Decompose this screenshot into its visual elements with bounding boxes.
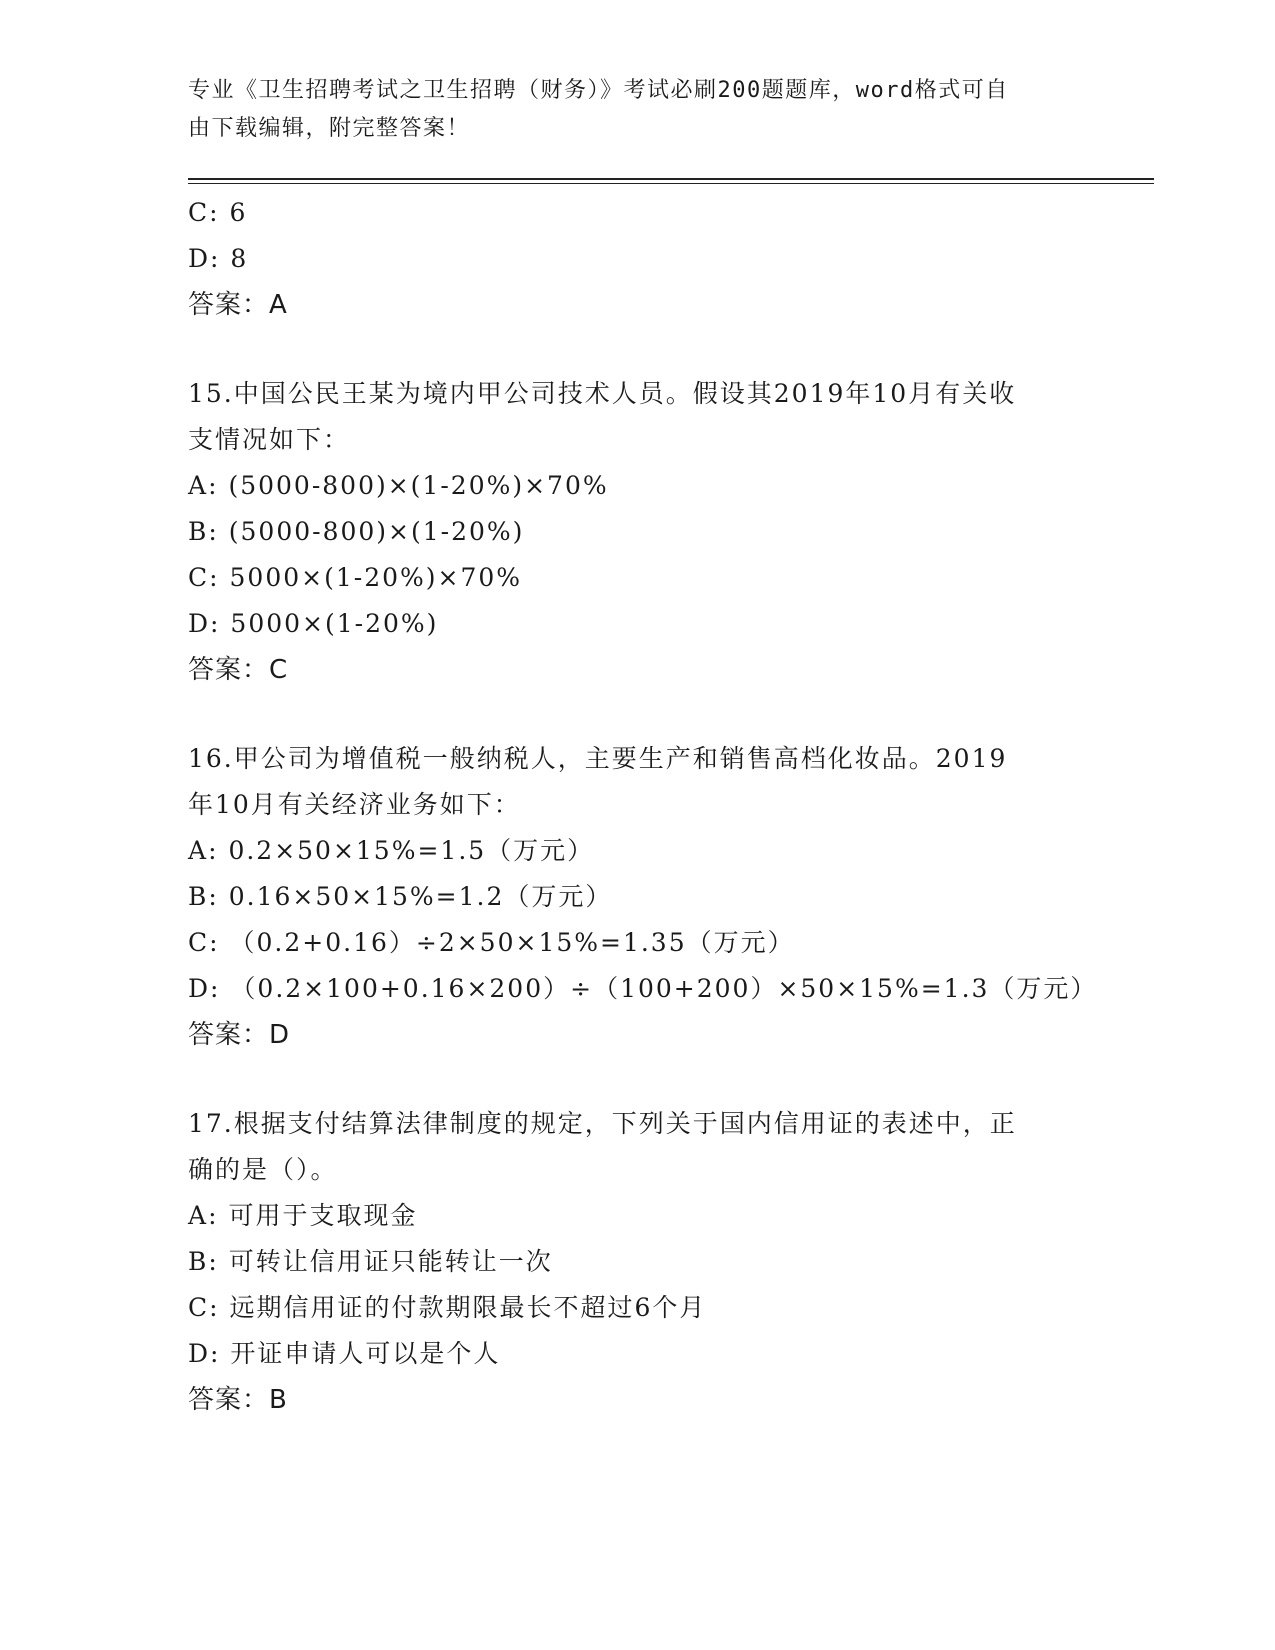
question-stem-line: 年10月有关经济业务如下： [188, 790, 521, 819]
option-label: D [188, 974, 211, 1003]
header-line-1: 专业《卫生招聘考试之卫生招聘（财务）》考试必刷200题题库，word格式可自 [188, 78, 1009, 103]
option-label: D [188, 1339, 211, 1368]
option-line: C: 5000×(1-20%)×70% [188, 563, 523, 592]
option-line: C: 6 [188, 198, 248, 227]
answer-line: 答案：B [188, 1385, 288, 1415]
option-text: 0.2×50×15%=1.5（万元） [228, 836, 595, 865]
question-stem-line: 15.中国公民王某为境内甲公司技术人员。假设其2019年10月有关收 [188, 379, 1017, 408]
option-text: 远期信用证的付款期限最长不超过6个月 [229, 1293, 707, 1322]
header-line-2: 由下载编辑，附完整答案！ [188, 116, 471, 141]
option-label: B [188, 1247, 209, 1276]
option-label: C [188, 1293, 210, 1322]
option-line: C: 远期信用证的付款期限最长不超过6个月 [188, 1293, 707, 1322]
answer-line: 答案：D [188, 1020, 291, 1050]
question-block [188, 371, 1088, 693]
option-text: (5000-800)×(1-20%) [228, 517, 525, 546]
option-line: D: 开证申请人可以是个人 [188, 1339, 501, 1368]
answer-line: 答案：A [188, 290, 288, 320]
answer-line: 答案：C [188, 655, 289, 685]
option-label: A [188, 1201, 209, 1230]
option-text: 可转让信用证只能转让一次 [228, 1247, 553, 1276]
question-block [188, 1101, 1088, 1423]
option-line: B: 可转让信用证只能转让一次 [188, 1247, 553, 1276]
option-label: B [188, 517, 209, 546]
header-divider-bottom [188, 183, 1154, 184]
option-text: 8 [230, 244, 249, 273]
option-label: D [188, 609, 211, 638]
option-label: C [188, 928, 210, 957]
option-line: A: (5000-800)×(1-20%)×70% [188, 471, 609, 500]
question-stem-line: 16.甲公司为增值税一般纳税人，主要生产和销售高档化妆品。2019 [188, 744, 1008, 773]
option-line: A: 0.2×50×15%=1.5（万元） [188, 836, 595, 865]
option-text: （0.2+0.16）÷2×50×15%=1.35（万元） [229, 928, 795, 957]
document-header [188, 72, 1068, 148]
option-text: 0.16×50×15%=1.2（万元） [228, 882, 613, 911]
question-block [188, 736, 1098, 1058]
question-block [188, 190, 1088, 328]
question-stem-line: 确的是（）。 [188, 1155, 338, 1184]
question-stem-line: 17.根据支付结算法律制度的规定，下列关于国内信用证的表述中，正 [188, 1109, 1017, 1138]
option-line: C: （0.2+0.16）÷2×50×15%=1.35（万元） [188, 928, 795, 957]
option-text: 5000×(1-20%)×70% [229, 563, 523, 592]
option-line: D: 8 [188, 244, 249, 273]
option-text: （0.2×100+0.16×200）÷（100+200）×50×15%=1.3（万元） [230, 974, 1098, 1003]
option-text: 5000×(1-20%) [230, 609, 439, 638]
option-text: 可用于支取现金 [228, 1201, 418, 1230]
option-text: 开证申请人可以是个人 [230, 1339, 501, 1368]
option-label: B [188, 882, 209, 911]
option-line: B: 0.16×50×15%=1.2（万元） [188, 882, 613, 911]
option-label: D [188, 244, 211, 273]
option-line: D: 5000×(1-20%) [188, 609, 439, 638]
option-label: A [188, 471, 209, 500]
question-stem-line: 支情况如下： [188, 425, 351, 454]
question-list [188, 190, 1098, 1423]
option-line: A: 可用于支取现金 [188, 1201, 418, 1230]
option-text: (5000-800)×(1-20%)×70% [228, 471, 609, 500]
option-text: 6 [229, 198, 248, 227]
option-line: B: (5000-800)×(1-20%) [188, 517, 525, 546]
option-label: C [188, 198, 210, 227]
option-line: D: （0.2×100+0.16×200）÷（100+200）×50×15%=1.3（万元） [188, 974, 1098, 1003]
option-label: A [188, 836, 209, 865]
option-label: C [188, 563, 210, 592]
header-divider-top [188, 178, 1154, 180]
